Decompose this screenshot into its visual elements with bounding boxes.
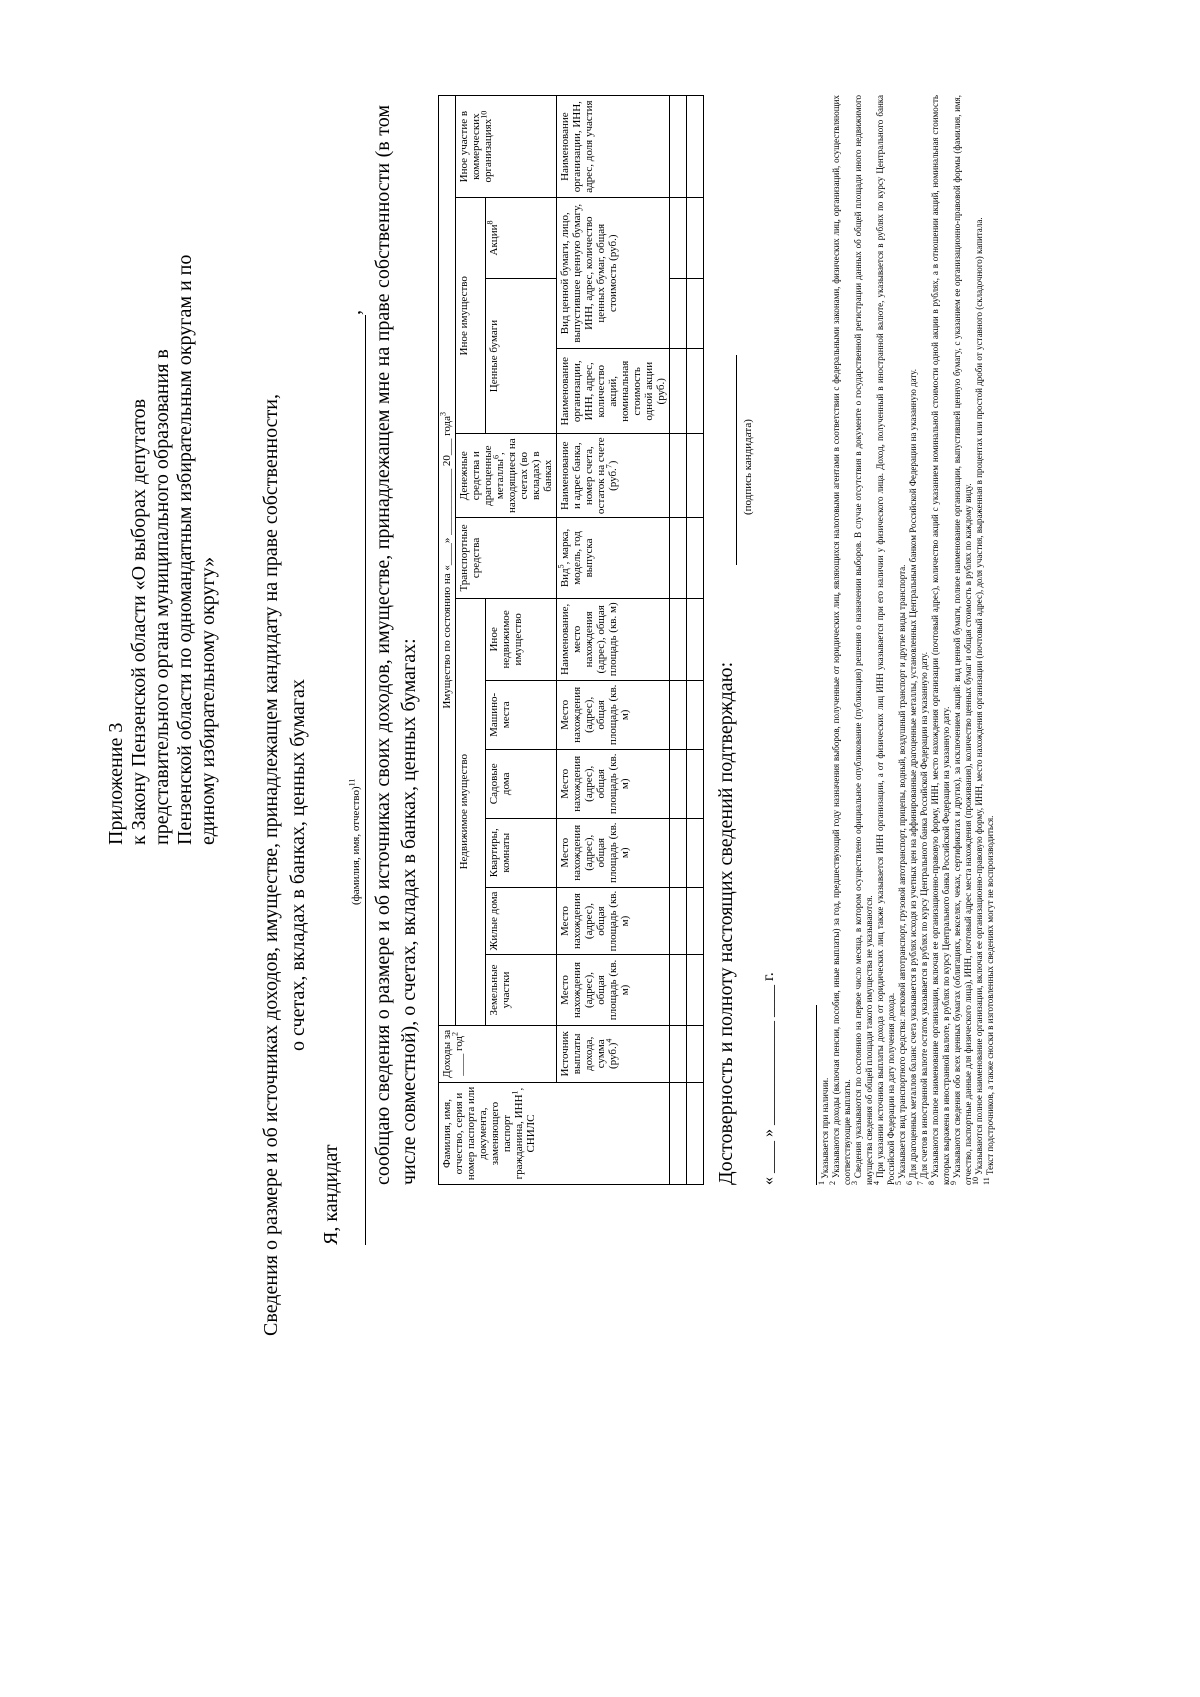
table-cell[interactable] [670, 749, 687, 818]
footnote-text: При указании источника выплаты дохода от юридических лиц также указывается ИНН организации, а от физических лиц ИНН указывается при его наличии у физического лица. Доход, полученный в иностранной валюте, указывается в рублях по курсу Центрального банка Российской Федерации на дату получения дохода. [875, 95, 896, 1185]
footnote-number: 5 [894, 1181, 903, 1185]
header-houses: Жилые дома [485, 887, 556, 955]
footnote-number: 1 [817, 1181, 826, 1185]
title-line: о счетах, вкладах в банках, ценных бумагах [287, 679, 309, 1051]
footnote-item [850, 95, 875, 1185]
detail-garden: Место нахождения (адрес), общая площадь (кв. м) [557, 749, 670, 818]
footnote-item [872, 95, 897, 1185]
table-cell[interactable] [687, 749, 704, 818]
footnote-ref: 4 [604, 1038, 614, 1043]
table-cell[interactable] [687, 278, 704, 348]
header-securities: Ценные бумаги [485, 278, 556, 434]
footnote-ref: 11 [347, 778, 357, 787]
header-person-text: Фамилия, имя, отчество, серия и номер паспорта или документа, заменяющего паспорт гражданина, ИНН [441, 1086, 525, 1181]
footnote-text: Указываются полное наименование организации, включая ее организационно-правовую форму, ИНН, место нахождения организации (почтовый адрес), количество акций с указанием номинальной стоимости одной акции в рублях, а в отношении акций, номинальная стоимость которых выражена в иностранной валюте, в рублях по курсу Центрального банка Российской Федерации на указанную дату. [930, 95, 951, 1185]
header-income-year: год [453, 1035, 465, 1051]
header-land: Земельные участки [485, 955, 556, 1025]
detail-participation: Наименование организации, ИНН, адрес, доля участия [557, 96, 670, 198]
footnote-text: Для драгоценных металлов баланс счета указывается в рублях исходя из учетных цен на аффинированные драгоценные металлы, установленных Центральным банком Российской Федерации на указанную дату. [908, 368, 918, 1181]
table-cell[interactable] [670, 598, 687, 680]
signature-hint: (подпись кандидата) [742, 419, 754, 515]
footnote-item [828, 95, 853, 1185]
table-cell[interactable] [670, 518, 687, 599]
footnote-item [982, 95, 996, 1185]
table-cell[interactable] [670, 349, 687, 434]
header-other-property: Иное имущество [456, 198, 486, 434]
footnote-text: Указывается при наличии. [820, 1077, 830, 1181]
footnote-text: Текст подстрочников, а также сноски в изготовленных сведениях могут не воспроизводиться. [985, 815, 995, 1178]
table-cell[interactable] [687, 680, 704, 749]
footnote-item [927, 95, 952, 1185]
appendix-line: Приложение 3 [105, 722, 127, 845]
footnote-ref: 5 [556, 564, 566, 569]
footnote-ref: 6 [491, 455, 501, 460]
date-open-quote: « [760, 1177, 777, 1185]
footnote-text: Сведения указываются по состоянию на первое число месяца, в котором осуществлено официальное опубликование (публикация) решения о назначении выборов. В случае отсутствия в документе о государственной регистрации данных об общей площади иного недвижимого имущества сведения об общей площади такого имущества не указываются. [853, 95, 874, 1185]
footnote-text: Указываются доходы (включая пенсии, пособия, иные выплаты) за год, предшествующий году назначения выборов, полученные от юридических лиц, являющихся налоговыми агентами в соответствии с федеральными законами, физических лиц, организаций, осуществляющих соответствующие выплаты. [831, 95, 852, 1185]
detail-securities: Вид ценной бумаги, лицо, выпустившее ценную бумагу, ИНН, адрес, количество ценных бумаг, общая стоимость (руб.) [557, 198, 670, 349]
footnote-item [817, 95, 831, 1185]
appendix-line: единому избирательному округу» [197, 556, 219, 845]
header-other-real: Иное недвижимое имущество [485, 598, 556, 680]
header-other-participation [456, 96, 557, 198]
table-row [670, 96, 687, 1185]
property-year: года [441, 415, 453, 436]
footnote-ref: 1 [510, 1090, 520, 1095]
footnote-ref: 2 [450, 1031, 460, 1036]
confirm-text: Достоверность и полноту настоящих сведений подтверждаю: [715, 661, 737, 1185]
header-transport: Транспортные средства [456, 518, 557, 599]
footnote-number: 4 [872, 1181, 881, 1185]
detail-flats: Место нахождения (адрес), общая площадь (кв. м) [557, 818, 670, 887]
rotated-form-sheet [20, 65, 1160, 1665]
footnote-text: Для счетов в иностранной валюте остаток указывается в рублях по курсу Центрального банка Российской Федерации на указанную дату. [919, 651, 929, 1181]
header-shares [485, 198, 556, 278]
appendix-line: представительного органа муниципального образования в [151, 349, 173, 845]
table-cell[interactable] [687, 198, 704, 278]
table-cell[interactable] [670, 887, 687, 955]
footnote-ref: 10 [479, 110, 489, 119]
date-year-suffix: г. [760, 972, 777, 981]
footnote-text: Указывается вид транспортного средства: легковой автотранспорт, грузовой автотранспорт, прицепы, водный, воздушный транспорт и другие виды транспорта. [897, 564, 907, 1181]
table-cell[interactable] [670, 198, 687, 278]
header-other-part-text: Иное участие в коммерческих организациях [458, 110, 494, 183]
header-person [439, 1083, 670, 1185]
title-line: Сведения о размере и об источниках доходов, имуществе, принадлежащем кандидату на праве собственности, [260, 394, 282, 1336]
income-property-table [438, 95, 704, 1185]
date-line: « ____ » _____________ ____ г. [760, 972, 777, 1185]
detail-money-tail: ) [607, 460, 619, 465]
footnote-divider [816, 1005, 817, 1185]
table-cell[interactable] [687, 955, 704, 1025]
table-cell[interactable] [670, 680, 687, 749]
detail-source [557, 1025, 670, 1082]
detail-money [557, 434, 670, 518]
footnotes [817, 95, 996, 1185]
table-cell[interactable] [687, 598, 704, 680]
footnote-number: 11 [982, 1177, 991, 1185]
table-cell[interactable] [670, 1083, 687, 1185]
footnote-item [971, 95, 985, 1185]
header-money-tail: , находящиеся на счетах (во вкладах) в банках [494, 438, 554, 514]
header-money-text: Денежные средства и драгоценные металлы [458, 445, 506, 506]
footnote-number: 2 [828, 1181, 837, 1185]
page-title [258, 65, 312, 1665]
table-cell[interactable] [670, 1025, 687, 1082]
table-cell[interactable] [687, 887, 704, 955]
detail-houses: Место нахождения (адрес), общая площадь (кв. м) [557, 887, 670, 955]
footnote-item [894, 95, 908, 1185]
table-cell[interactable] [687, 1025, 704, 1082]
candidate-hint-text: (фамилия, имя, отчество) [350, 786, 362, 905]
header-person-tail: , СНИЛС [513, 1087, 537, 1153]
intro-text: сообщаю сведения о размере и об источниках своих доходов, имуществе, принадлежащем мне на праве собственности (в том числе совместной), о счетах, вкладах в банках, ценных бумагах: [372, 105, 420, 1185]
signature-field[interactable] [736, 355, 737, 565]
header-garden: Садовые дома [485, 749, 556, 818]
candidate-line [320, 245, 366, 1245]
detail-source-text: Источник выплаты дохода, сумма (руб.) [559, 1031, 619, 1077]
appendix-header [105, 145, 220, 845]
header-money [456, 434, 557, 518]
property-as-of: Имущество по состоянию на « [441, 565, 453, 709]
detail-other-real: Наименование, место нахождения (адрес), общая площадь (кв. м) [557, 598, 670, 680]
header-flats: Квартиры, комнаты [485, 818, 556, 887]
detail-transport-tail: , марка, модель, год выпуска [559, 528, 595, 585]
property-year-prefix: 20 [441, 455, 453, 467]
footnote-ref: 7 [604, 464, 614, 469]
header-income-text: Доходы за [441, 1029, 453, 1078]
table-cell[interactable] [670, 96, 687, 198]
table-cell[interactable] [670, 955, 687, 1025]
table-cell[interactable] [687, 434, 704, 518]
detail-land: Место нахождения (адрес), общая площадь (кв. м) [557, 955, 670, 1025]
table-cell[interactable] [670, 818, 687, 887]
footnote-text: Указываются полное наименование организации, включая ее организационно-правовую форму, ИНН, место нахождения организации (почтовый адрес), доля участия, выраженная в процентах или простой дроби от уставного (складочного) капитала. [974, 217, 984, 1177]
header-shares-text: Акции [487, 224, 500, 256]
table-cell[interactable] [687, 518, 704, 599]
header-income: Доходы за ____ год$^2$ [439, 1025, 557, 1082]
footnote-item [916, 95, 930, 1185]
header-real-estate: Недвижимое имущество [456, 598, 486, 1025]
appendix-line: к Закону Пензенской области «О выборах депутатов [128, 398, 150, 845]
candidate-prefix: Я, кандидат [320, 1144, 342, 1245]
detail-money-text: Наименование и адрес банка, номер счета, остаток на счете (руб. [559, 437, 619, 515]
detail-transport-text: Вид [559, 568, 571, 588]
detail-shares: Наименование организации, ИНН, адрес, количество акций, номинальная стоимость одной акции (руб.) [557, 349, 670, 434]
footnote-number: 6 [905, 1181, 914, 1185]
detail-transport [557, 518, 670, 599]
table-cell[interactable] [670, 434, 687, 518]
table-cell[interactable] [687, 1083, 704, 1185]
footnote-item [949, 95, 974, 1185]
detail-parking: Место нахождения (адрес), общая площадь (кв. м) [557, 680, 670, 749]
table-cell[interactable] [687, 818, 704, 887]
table-row [687, 96, 704, 1185]
footnote-item [905, 95, 919, 1185]
table-cell[interactable] [687, 96, 704, 198]
footnote-ref: 8 [484, 220, 494, 225]
footnote-ref: 3 [438, 411, 448, 416]
appendix-line: Пензенской области по одномандатным избирательным округам и по [174, 254, 196, 845]
table-cell[interactable] [687, 349, 704, 434]
header-property-date: Имущество по состоянию на «____» ____________ 20___ года$^3$ [439, 96, 456, 1026]
footnote-number: 8 [927, 1181, 936, 1185]
footnote-number: 7 [916, 1181, 925, 1185]
footnote-number: 3 [850, 1181, 859, 1185]
date-close-quote: » [760, 1129, 777, 1137]
candidate-suffix: , [343, 310, 365, 315]
footnote-text: Указываются сведения обо всех ценных бумагах (облигациях, векселях, чеках, сертификатах и других), за исключением акций: вид ценной бумаги, полное наименование организации, выпустившей ценную бумагу, с указанием ее организационно-правовой формы (фамилия, имя, отчество, паспортные данные для физического лица), ИНН, почтовый адрес места нахождения (проживания), количество ценных бумаг и общая стоимость в рублях по каждому виду. [952, 95, 973, 1185]
candidate-hint [347, 778, 362, 905]
property-as-of-mid: » [441, 537, 453, 544]
header-parking: Машино-места [485, 680, 556, 749]
footnote-number: 10 [971, 1177, 980, 1185]
table-cell[interactable] [670, 278, 687, 348]
footnote-number: 9 [949, 1181, 958, 1185]
